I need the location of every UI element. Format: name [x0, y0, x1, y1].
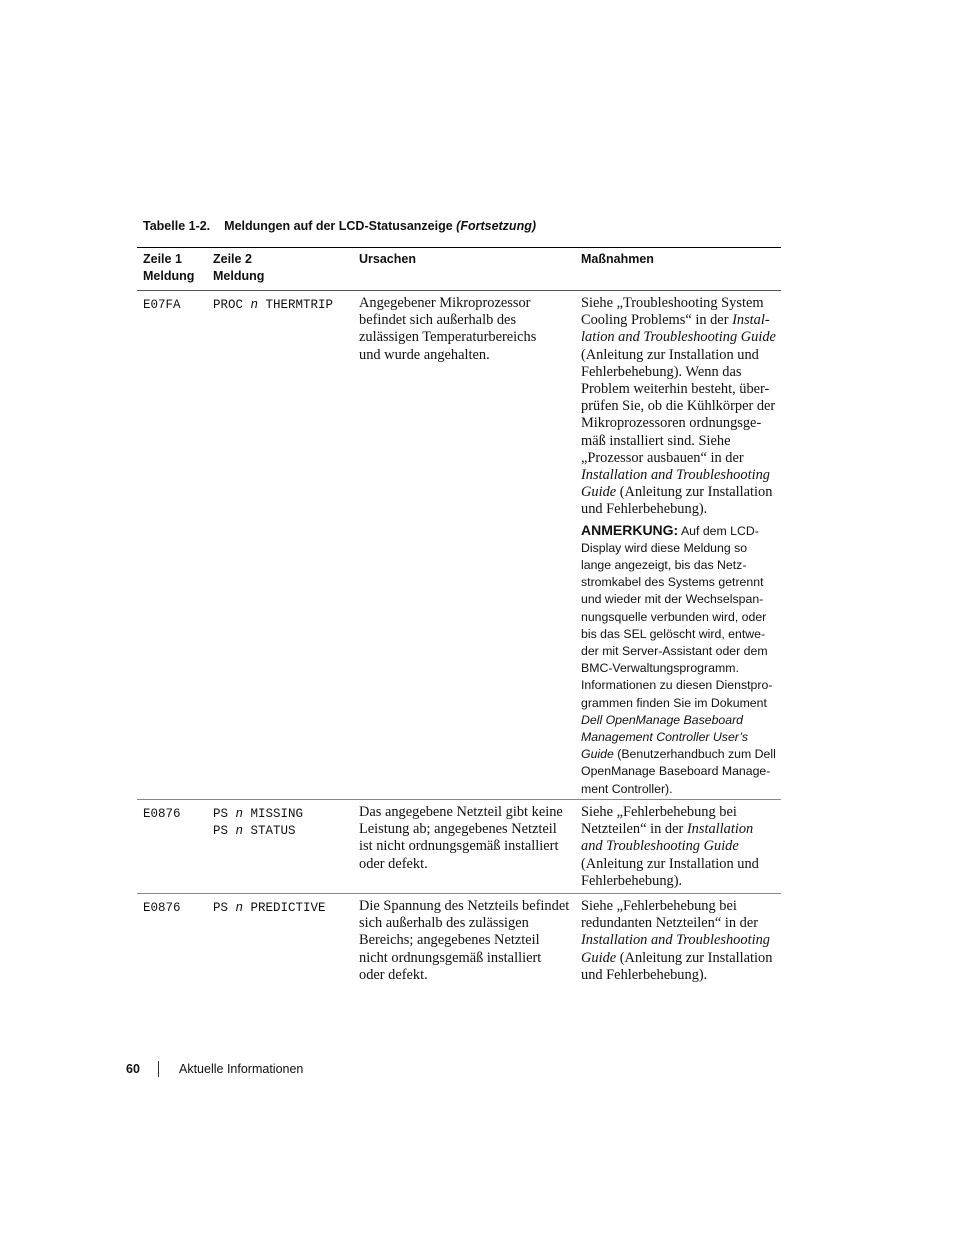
table-row — [137, 291, 781, 800]
header-causes: Ursachen — [359, 252, 416, 266]
caption-suffix: (Fortsetzung) — [456, 219, 537, 233]
header-line1: Zeile 1 Meldung — [143, 252, 195, 283]
lcd-message-table — [137, 247, 781, 988]
cause-text: Das angegebene Netzteil gibt keine Leistung ab; angegebenes Netzteil ist nicht ordnungsgemäß installiert oder defekt. — [359, 804, 563, 872]
line2-message: PS n PREDICTIVE — [213, 901, 326, 915]
note-label: ANMERKUNG: — [581, 521, 679, 538]
footer-section-title: Aktuelle Informationen — [179, 1062, 304, 1076]
footer-divider — [158, 1061, 159, 1077]
action-text: Siehe „Troubleshooting System Cooling Problems“ in der Instal- lation and Troubleshooting Guide (Anleitung zur Installation und Fehlerbehebung). Wenn das Problem weiterhin besteht, über- prüfen Sie, ob die Kühlkörper der Mikroprozessoren ordnungsge- mäß installiert sind. Siehe „Prozessor ausbauen“ in der Installation and Troubleshooting Guide (Anleitung zur Installation und Fehlerbehebung). — [581, 295, 776, 518]
header-actions: Maßnahmen — [581, 252, 654, 266]
caption-title: Meldungen auf der LCD-Statusanzeige — [224, 219, 453, 233]
line1-code: E07FA — [143, 298, 181, 312]
action-text: Siehe „Fehlerbehebung bei redundanten Netzteilen“ in der Installation and Troubleshooting Guide (Anleitung zur Installation und Fehlerbehebung). — [581, 898, 773, 983]
page-number: 60 — [126, 1062, 140, 1076]
cause-text: Die Spannung des Netzteils befindet sich außerhalb des zulässigen Bereichs; angegebenes Netzteil nicht ordnungsgemäß installiert oder defekt. — [359, 898, 570, 983]
table-header-row — [137, 248, 781, 291]
table-row — [137, 894, 781, 988]
caption-label: Tabelle 1-2. — [143, 219, 211, 233]
header-line2: Zeile 2 Meldung — [213, 252, 265, 283]
cause-text: Angegebener Mikroprozessor befindet sich außerhalb des zulässigen Temperaturbereichs und wurde angehalten. — [359, 295, 537, 363]
line2-message: PROC n THERMTRIP — [213, 298, 334, 312]
table-row — [137, 800, 781, 894]
note-block: ANMERKUNG: Auf dem LCD- Display wird diese Meldung so lange angezeigt, bis das Netz- stromkabel des Systems getrennt und wieder mit der Wechselspan- nungsquelle verbunden wird, oder bis das SEL gelöscht wird, entwe- der mit Server-Assistant oder dem BMC-Verwaltungsprogramm. Informationen zu diesen Dienstpro- grammen finden Sie im Dokument Dell OpenManage Baseboard Management Controller User’s Guide (Benutzerhandbuch zum Dell OpenManage Baseboard Manage- ment Controller). — [581, 521, 776, 796]
action-cell — [581, 291, 779, 798]
line2-message: PS n MISSING PS n STATUS — [213, 807, 304, 838]
line1-code: E0876 — [143, 807, 181, 821]
line1-code: E0876 — [143, 901, 181, 915]
table-caption — [143, 219, 536, 233]
action-text: Siehe „Fehlerbehebung bei Netzteilen“ in der Installation and Troubleshooting Guide (Anleitung zur Installation und Fehlerbehebung). — [581, 804, 759, 889]
